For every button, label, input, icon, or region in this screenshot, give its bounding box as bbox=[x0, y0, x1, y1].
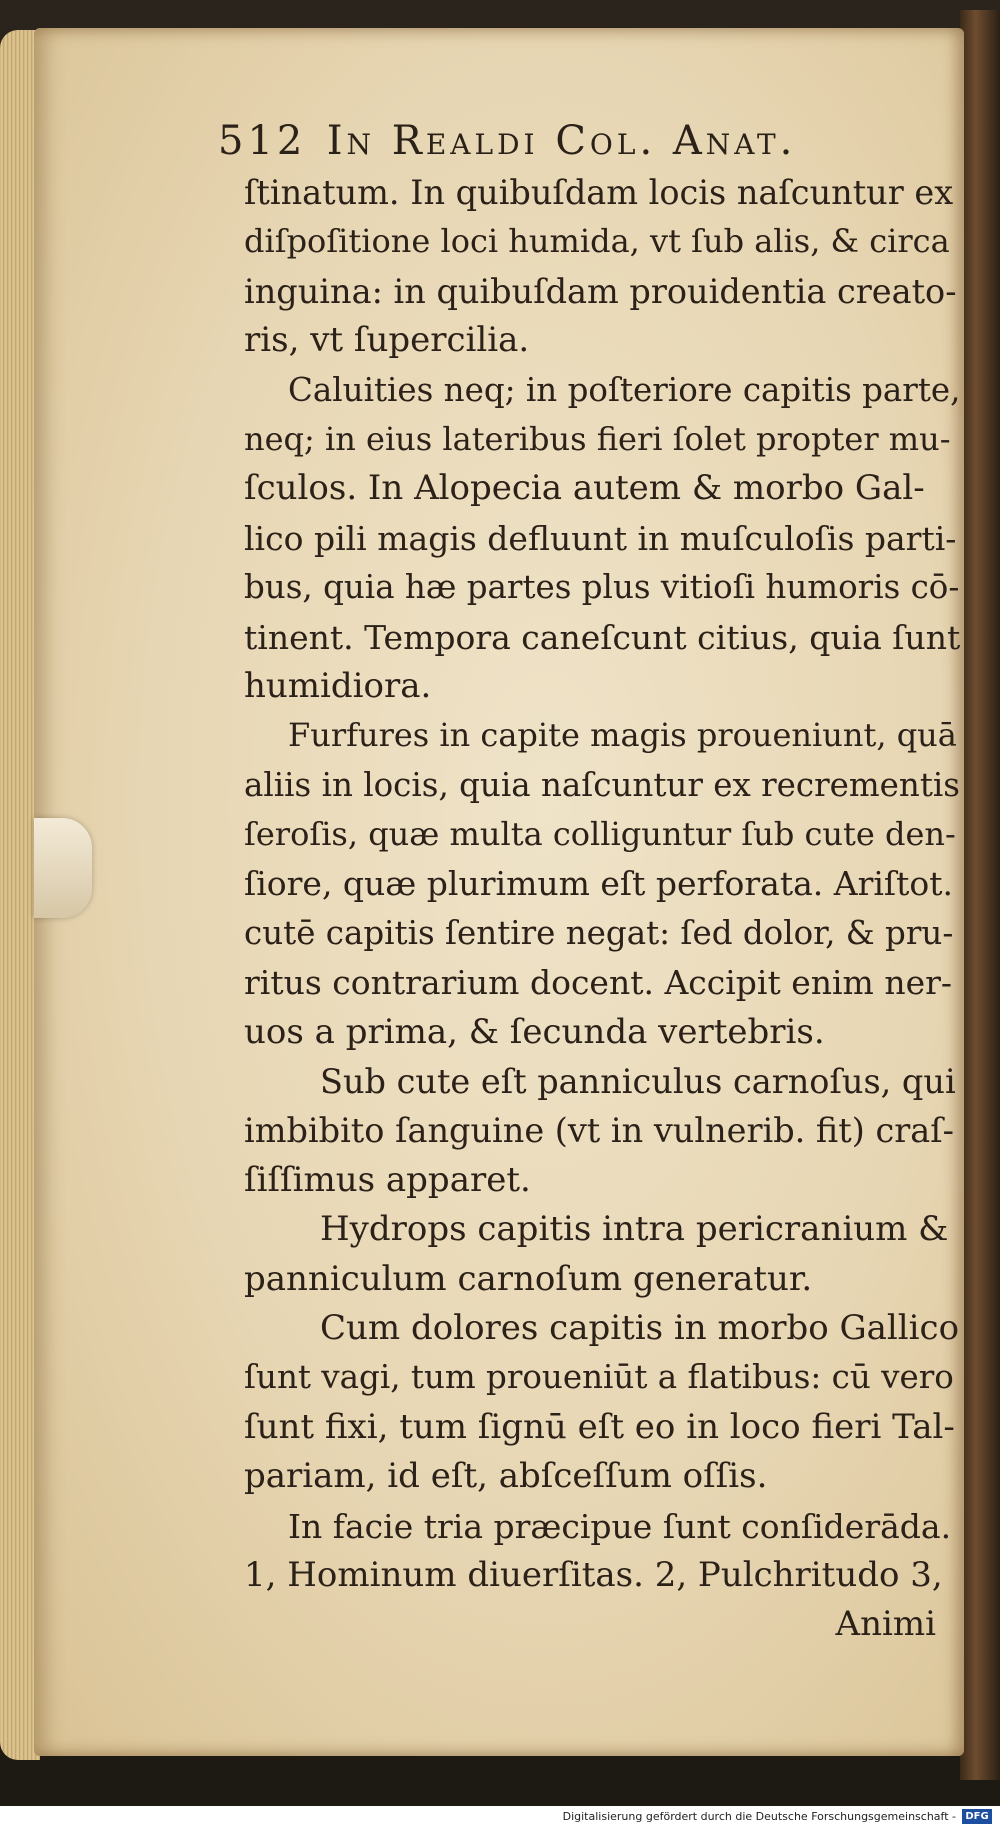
page-number: 512 bbox=[218, 118, 307, 164]
text-line: Cum dolores capitis in morbo Gallico bbox=[320, 1307, 960, 1348]
running-header bbox=[218, 118, 898, 170]
text-line: imbibito ſanguine (vt in vulnerib. fit) craſ- bbox=[244, 1111, 954, 1151]
text-line: ritus contrarium docent. Accipit enim ner- bbox=[244, 963, 953, 1003]
text-line: Caluities neq; in poſteriore capitis parte, bbox=[288, 370, 961, 409]
text-line: ſiſſimus apparet. bbox=[244, 1159, 531, 1200]
text-line: Hydrops capitis intra pericranium & bbox=[320, 1209, 949, 1250]
text-line: Furfures in capite magis proueniunt, quā bbox=[288, 716, 957, 755]
text-line: ſculos. In Alopecia autem & morbo Gal- bbox=[244, 468, 925, 509]
text-line: ſeroſis, quæ multa colliguntur ſub cute den- bbox=[244, 815, 956, 854]
text-line: humidiora. bbox=[244, 665, 432, 706]
text-line: aliis in locis, quia naſcuntur ex recrementis bbox=[244, 765, 960, 804]
catchword: Animi bbox=[835, 1604, 936, 1645]
text-line: pariam, id eſt, abſceſſum oſſis. bbox=[244, 1456, 768, 1497]
text-line: bus, quia hæ partes plus vitioſi humoris cō- bbox=[244, 568, 960, 607]
text-line: ris, vt ſupercilia. bbox=[244, 320, 530, 361]
text-line: In facie tria præcipue ſunt conſiderāda. bbox=[288, 1506, 952, 1546]
text-line: 1, Hominum diuerſitas. 2, Pulchritudo 3, bbox=[244, 1554, 943, 1595]
text-line: ſiore, quæ plurimum eſt perforata. Ariſtot. bbox=[244, 864, 954, 904]
text-line: ſunt fixi, tum ſignū eſt eo in loco fieri Tal- bbox=[244, 1406, 955, 1447]
text-line: inguina: in quibuſdam prouidentia creato- bbox=[244, 271, 957, 311]
text-line: neq; in eius lateribus fieri ſolet propter mu- bbox=[244, 419, 951, 458]
dfg-logo: DFG bbox=[962, 1809, 992, 1824]
funding-credit: Digitalisierung gefördert durch die Deutsche Forschungsgemeinschaft - bbox=[562, 1810, 956, 1823]
text-line: tinent. Tempora caneſcunt citius, quia ſunt bbox=[244, 617, 961, 657]
text-line: cutē capitis ſentire negat: ſed dolor, & pru- bbox=[244, 913, 954, 952]
running-title: In Realdi Col. Anat. bbox=[326, 118, 797, 164]
text-line: diſpoſitione loci humida, vt ſub alis, & circa bbox=[244, 222, 950, 261]
text-line: panniculum carnoſum generatur. bbox=[244, 1258, 813, 1299]
text-line: ſtinatum. In quibuſdam locis naſcuntur ex bbox=[244, 173, 954, 212]
text-line: Sub cute eſt panniculus carnoſus, qui bbox=[320, 1062, 956, 1102]
book-binding-edge bbox=[960, 10, 1000, 1780]
text-line: ſunt vagi, tum proueniūt a flatibus: cū vero bbox=[244, 1358, 954, 1397]
text-line: uos a prima, & ſecunda vertebris. bbox=[244, 1011, 825, 1052]
body-text bbox=[244, 168, 961, 1650]
page-clip bbox=[34, 818, 92, 918]
text-line: lico pili magis defluunt in muſculoſis parti- bbox=[244, 518, 957, 558]
